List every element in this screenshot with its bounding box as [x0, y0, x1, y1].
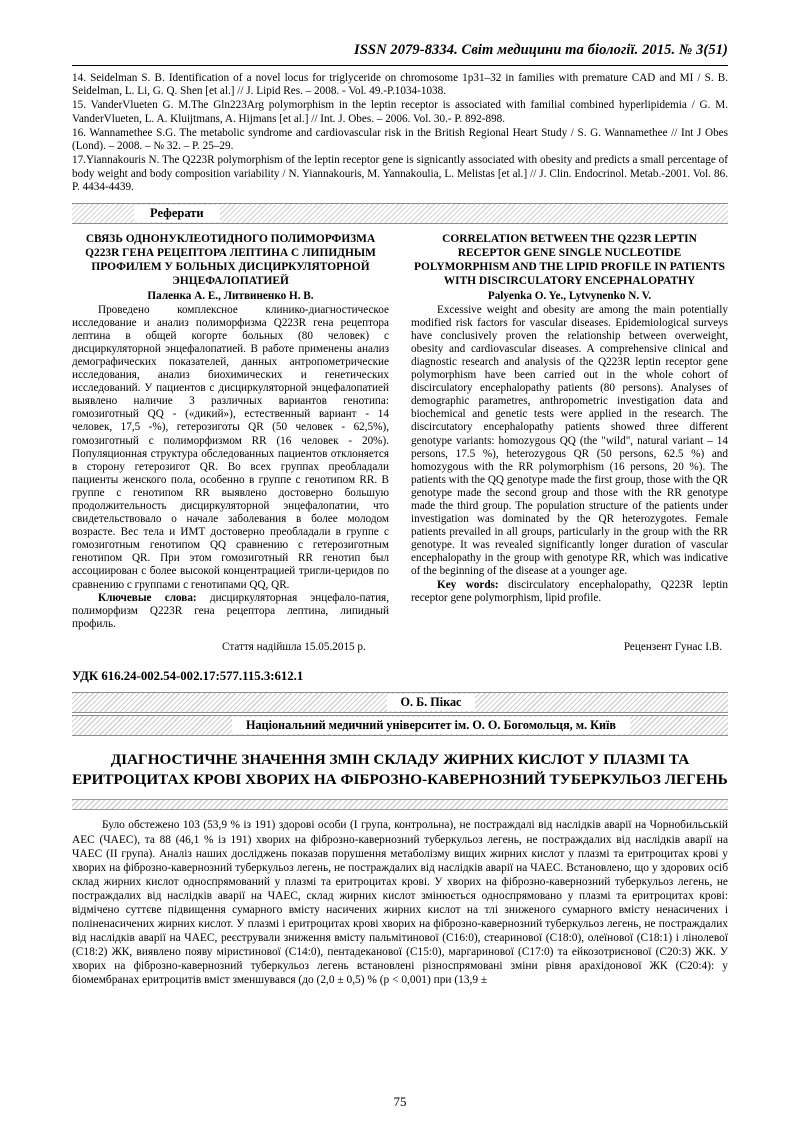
- section-band-label: Реферати: [134, 205, 220, 222]
- article-author-band: [72, 692, 728, 713]
- article-affiliation-band: [72, 715, 728, 736]
- reference-item: 17.Yiannakouris N. The Q223R polymorphism of the leptin receptor gene is signicantly associated with obesity and predicts a small percentage of body weight and body composition variability / N. Yiannakouris, M. Yannakoulia, L. Melistas [et al.] // J. Clin. Endocrinol. Metab.-2001. Vol. 86. P. 4434-4439.: [72, 154, 728, 193]
- abstract-title-ru: СВЯЗЬ ОДНОНУКЛЕОТИДНОГО ПОЛИМОРФИЗМА Q223R ГЕНА РЕЦЕПТОРА ЛЕПТИНА С ЛИПИДНЫМ ПРОФИЛЕМ У БОЛЬНЫХ ДИСЦИРКУЛЯТОРНОЙ ЭНЦЕФАЛОПАТИЕЙ: [85, 232, 376, 287]
- article-affiliation: Національний медичний університет ім. О. О. Богомольця, м. Київ: [232, 717, 630, 734]
- reference-item: 15. VanderVlueten G. M.The Gln223Arg polymorphism in the leptin receptor is associated with familial combined hyperlipidemia / G. M. VanderVlueten, L. A. Kluijtmans, A. Hijmans [et al.] // Int. J. Obes. – 2006. Vol. 30.- P. 892-898.: [72, 99, 728, 125]
- abstract-authors-ru: Паленка А. Е., Литвиненко Н. В.: [147, 289, 314, 302]
- abstract-body-en: [411, 304, 728, 579]
- abstract-authors-en: Palyenka O. Ye., Lytvynenko N. V.: [487, 289, 652, 302]
- reference-item: 14. Seidelman S. B. Identification of a novel locus for triglyceride on chromosome 1p31–32 in families with premature CAD and MI / S. B. Seidelman, L. Li, G. Q. Shen [et al.] // J. Lipid Res. – 2008. - Vol. 49.-P.1034-1038.: [72, 72, 728, 98]
- abstract-paragraph-ru: Проведено комплексное клинико-диагностическое исследование и анализ полиморфизма Q223R гена рецептора лептина в общей когорте больных (80 человек) с дисциркуляторной энцефалопатией. В работе применены анализ демографических показателей, данных антропометрические исследования, анализ биохимических и генетических исследований. У пациентов с дисциркуляторной энцефалопатией выявлено наличие 3 различных вариантов генотипа: гомозиготный QQ - («дикий»), естественный вариант - 14 человек, 17,5 -%), гетерозиготы QR (50 человек - 62,5%), гомозиготный с полиморфизмом RR (16 человек - 20%). Популяционная структура обследованных пациентов отклоняется в сторону гетерозигот QR. Во всех группах преобладали пациенты женского пола, особенно в группе с генотипом RR. В группе с генотипом RR выявлено достоверно большую продолжительность дисциркуляторной энцефалопатии, что свидетельствовало о начале заболевания в более молодом возрасте. Вес тела и ИМТ достоверно преобладали в группе с гомозиготным генотипом QQ сравнению с гетерозиготным генотипом QR. При этом гомозиготный RR генотип был ассоциирован с более высокой концентрацией тригли-церидов по сравнению с группами с генотипами QQ, QR.: [72, 303, 389, 591]
- abstract-russian: [72, 230, 389, 631]
- received-date: Стаття надійшла 15.05.2015 р.: [222, 640, 366, 653]
- udc-code: УДК 616.24-002.54-002.17:577.115.3:612.1: [72, 668, 304, 683]
- reviewer-name: Рецензент Гунас І.В.: [623, 640, 722, 653]
- abstract-body-ru: [72, 304, 389, 592]
- article-divider: [72, 799, 728, 810]
- header-divider: [72, 65, 728, 66]
- keywords-label-en: Key words:: [437, 578, 499, 591]
- article-author: О. Б. Пікас: [387, 694, 476, 711]
- article-paragraph: Було обстежено 103 (53,9 % із 191) здорові особи (I група, контрольна), не постраждалі від наслідків аварії на Чорнобильській АЕС (ЧАЕС), та 88 (46,1 % із 191) хворих на фіброзно-кавернозний туберкульоз легень, не постраждалих від наслідків аварії на ЧАЕС (ІІ група). Аналіз наших досліджень показав порушення метаболізму вищих жирних кислот у плазмі та еритроцитах крові у хворих на фіброзно-кавернозний туберкульоз легень, не постраждалих від наслідків аварії на ЧАЕС. Встановлено, що у здорових осіб склад жирних кислот односпрямований у плазмі та еритроцитах крові. У хворих на фіброзно-кавернозний туберкульоз легень, не постраждалих від наслідків аварії на ЧАЕС, склад жирних кислот змінюється односпрямовано у плазмі та еритроцитах крові: відмічено суттєве підвищення сумарного вмісту насичених жирних кислот на тлі зниженого сумарного вмісту ненасичених і поліненасичених жирних кислот. У плазмі і еритроцитах крові хворих на фіброзно-кавернозний туберкульоз легень, не постраждалих від наслідків аварії на ЧАЕС, реєстрували зниження вмісту пальмітинової (С16:0), стеаринової (С18:0), олеїнової (С18:1) і лінолевої (С18:2) ЖК, виявлено появу міристинової (С14:0), пентадеканової (С15:0), маргаринової (С17:0) та ейкозотриєнової (С20:3) ЖК. У хворих на фіброзно-кавернозний туберкульоз легень встановлені різноспрямовані зміни рівня арахідонової ЖК (С20:4): у біомембранах еритроцитів вміст зменшувався (до (2,0 ± 0,5) % (р < 0,001) при (13,9 ±: [72, 819, 728, 987]
- reference-list: [72, 72, 728, 194]
- section-band-abstracts: [72, 203, 728, 224]
- journal-header: ISSN 2079-8334. Світ медицини та біології. 2015. № 3(51): [354, 42, 728, 58]
- keywords-text-ru: дисциркуляторная энцефало-патия, полиморфизм Q223R гена рецептора лептина, липидный профиль.: [72, 591, 390, 630]
- abstract-paragraph-en: Excessive weight and obesity are among the main potentially modified risk factors for vascular diseases. Epidemiological surveys have conclusively proven the relationship between overweight, obesity and cardiovascular diseases. A comprehensive clinical and diagnostic research and analysis of the Q223R leptin receptor gene polymorphism have been carried out in the whole cohort of discirculatory encephalopathy patients (80 persons). Analyses of demographic parametres, anthropometric investigation data and biochemical and genetic tests were applied in the research. The discircutatory encephalopathy patients showed three different genotype variants: homozygous QQ (the "wild", natural variant – 14 persons, 17.5 %), heterozygous QR (50 persons, 62.5 %) and homozygous with the RR polymorphism (16 persons, 20 %). The patients with the QQ genotype made the first group, those with the QR genotype made the second group and those with the RR genotype made the third group. The population structure of the patients under investigation was dominated by the QR heterozygotes. Female patients prevailed in all groups, particularly in the group with the RR genotype. It was revealed significantly longer duration of vascular encephalopathy in the group with genotype RR, which was indicative of the beginning of the disease at a younger age.: [411, 303, 728, 578]
- submission-meta: [72, 641, 728, 653]
- keywords-ru: [72, 592, 389, 631]
- abstract-title-en: CORRELATION BETWEEN THE Q223R LEPTIN RECEPTOR GENE SINGLE NUCLEOTIDE POLYMORPHISM AND THE LIPID PROFILE IN PATIENTS WITH DISCIRCULATORY ENCEPHALOPATHY: [414, 232, 725, 287]
- abstracts-columns: [72, 230, 728, 631]
- article-body: [72, 818, 728, 987]
- page-number: 75: [393, 1094, 407, 1109]
- reference-item: 16. Wannamethee S.G. The metabolic syndrome and cardiovascular risk in the British Regional Heart Study / S. G. Wannamethee // Int J Obes (Lond). – 2008. – № 32. – P. 25–29.: [72, 126, 728, 153]
- keywords-en: [411, 579, 728, 605]
- article-title: ДІАГНОСТИЧНЕ ЗНАЧЕННЯ ЗМІН СКЛАДУ ЖИРНИХ КИСЛОТ У ПЛАЗМІ ТА ЕРИТРОЦИТАХ КРОВІ ХВОРИХ НА ФІБРОЗНО-КАВЕРНОЗНИЙ ТУБЕРКУЛЬОЗ ЛЕГЕНЬ: [72, 750, 728, 788]
- keywords-label-ru: Ключевые слова:: [98, 591, 197, 604]
- abstract-english: [411, 230, 728, 631]
- keywords-text-en: discirculatory encephalopathy, Q223R leptin receptor gene polymorphism, lipid profile.: [411, 578, 729, 604]
